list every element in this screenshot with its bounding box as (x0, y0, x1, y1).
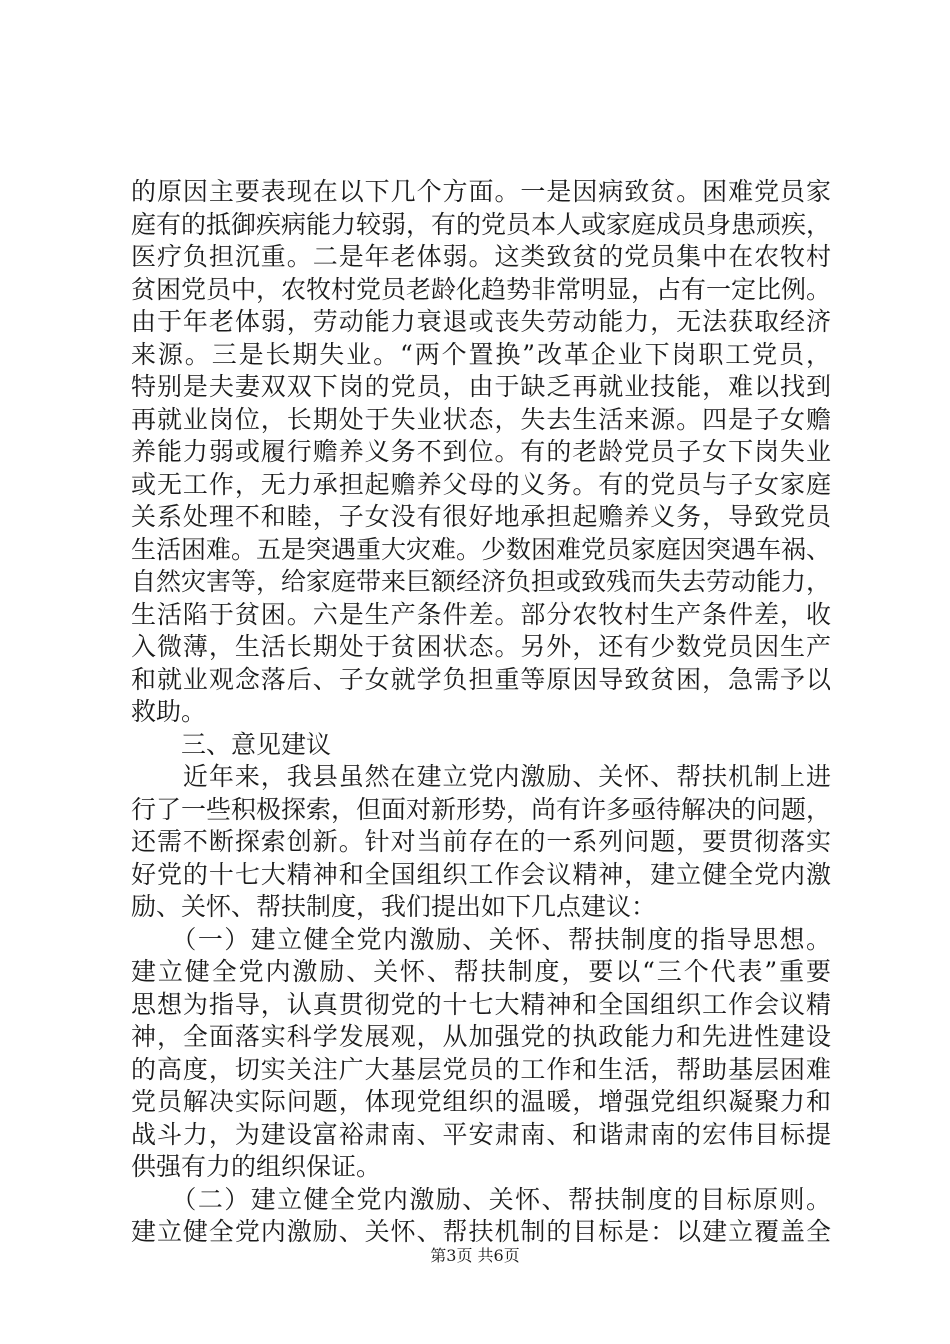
text-line: 三、意见建议 (131, 729, 332, 759)
text-line: 自然灾害等，给家庭带来巨额经济负担或致残而失去劳动能力， (131, 567, 832, 596)
text-line: 的高度，切实关注广大基层党员的工作和生活，帮助基层困难 (131, 1054, 831, 1084)
text-line: 特别是夫妻双双下岗的党员，由于缺乏再就业技能，难以找到 (131, 372, 831, 401)
text-line: 生活困难。五是突遇重大灾难。少数困难党员家庭因突遇车祸、 (131, 534, 832, 564)
document-body (131, 176, 831, 1249)
text-line: 还需不断探索创新。针对当前存在的一系列问题，要贯彻落实 (131, 827, 831, 856)
text-line: 关系处理不和睦，子女没有很好地承担起赡养义务，导致党员 (131, 502, 831, 531)
text-line: 来源。三是长期失业。“两个置换”改革企业下岗职工党员， (131, 339, 831, 369)
text-line: 战斗力，为建设富裕肃南、平安肃南、和谐肃南的宏伟目标提 (131, 1119, 831, 1149)
text-line: 医疗负担沉重。二是年老体弱。这类致贫的党员集中在农牧村 (131, 242, 831, 271)
text-line: 党员解决实际问题，体现党组织的温暖，增强党组织凝聚力和 (131, 1087, 831, 1116)
text-line: （一）建立健全党内激励、关怀、帮扶制度的指导思想。 (131, 924, 831, 954)
text-line: 生活陷于贫困。六是生产条件差。部分农牧村生产条件差，收 (131, 599, 831, 629)
text-line: 建立健全党内激励、关怀、帮扶制度，要以“三个代表”重要 (131, 957, 831, 986)
text-line: （二）建立健全党内激励、关怀、帮扶制度的目标原则。 (131, 1184, 831, 1214)
text-line: 由于年老体弱，劳动能力衰退或丧失劳动能力，无法获取经济 (131, 307, 831, 336)
text-line: 再就业岗位，长期处于失业状态，失去生活来源。四是子女赡 (131, 404, 831, 434)
text-line: 贫困党员中，农牧村党员老龄化趋势非常明显，占有一定比例。 (131, 274, 832, 304)
text-line: 建立健全党内激励、关怀、帮扶机制的目标是：以建立覆盖全 (131, 1217, 831, 1246)
text-line: 庭有的抵御疾病能力较弱，有的党员本人或家庭成员身患顽疾， (131, 209, 832, 239)
text-line: 神，全面落实科学发展观，从加强党的执政能力和先进性建设 (131, 1022, 831, 1051)
text-line: 或无工作，无力承担起赡养父母的义务。有的党员与子女家庭 (131, 469, 831, 499)
page-footer: 第3页 共6页 (430, 1246, 520, 1265)
text-line: 励、关怀、帮扶制度，我们提出如下几点建议： (131, 892, 657, 921)
text-line: 好党的十七大精神和全国组织工作会议精神，建立健全党内激 (131, 859, 831, 889)
text-line: 供强有力的组织保证。 (131, 1152, 382, 1181)
text-line: 思想为指导，认真贯彻党的十七大精神和全国组织工作会议精 (131, 989, 831, 1019)
text-line: 的原因主要表现在以下几个方面。一是因病致贫。困难党员家 (131, 177, 831, 206)
text-line: 救助。 (131, 697, 207, 726)
text-line: 和就业观念落后、子女就学负担重等原因导致贫困，急需予以 (131, 664, 831, 694)
text-line: 行了一些积极探索，但面对新形势，尚有许多亟待解决的问题， (131, 794, 832, 824)
text-line: 养能力弱或履行赡养义务不到位。有的老龄党员子女下岗失业 (131, 437, 831, 466)
text-line: 入微薄，生活长期处于贫困状态。另外，还有少数党员因生产 (131, 632, 831, 661)
text-line: 近年来，我县虽然在建立党内激励、关怀、帮扶机制上进 (131, 762, 831, 791)
